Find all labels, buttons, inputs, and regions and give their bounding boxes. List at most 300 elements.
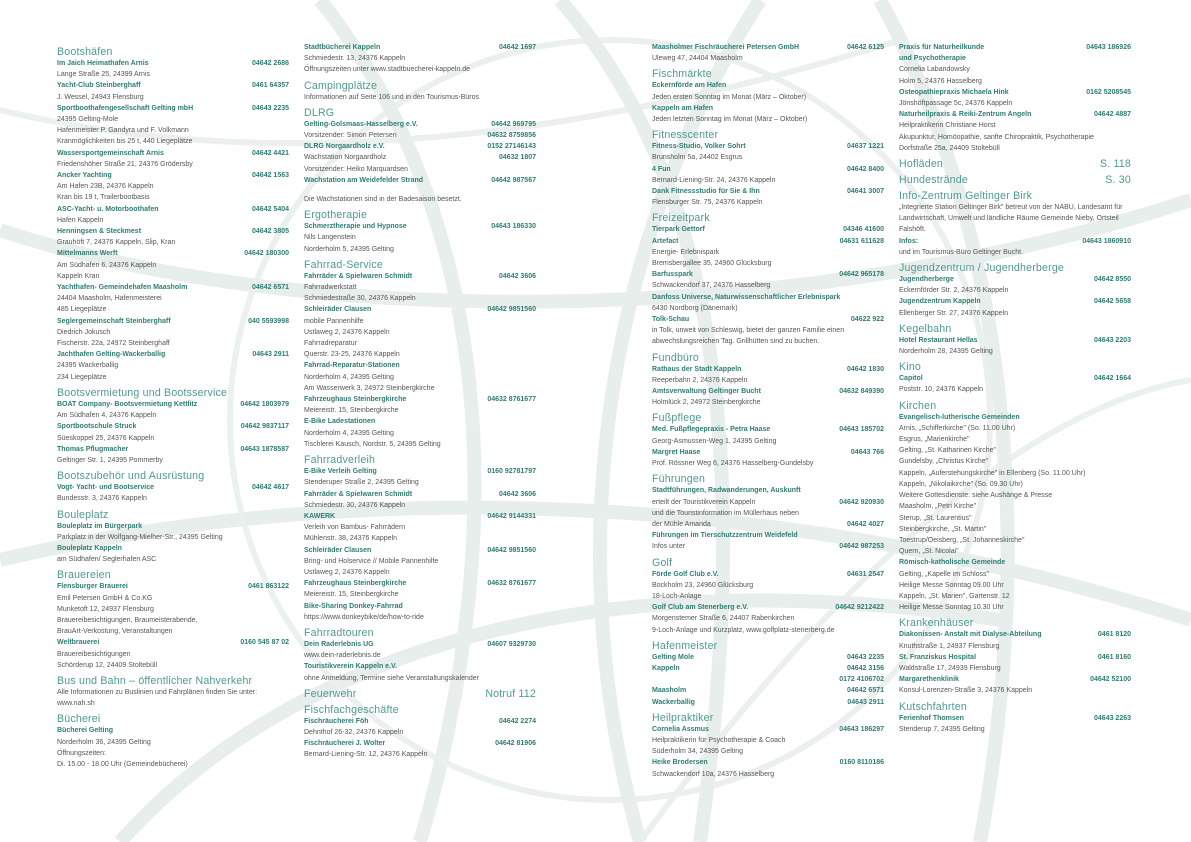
entry-name: Stadtführungen, Radwanderungen, Auskunft	[652, 487, 801, 495]
entry-phone: 04642 8550	[1094, 276, 1131, 284]
entry-line: Hafenmeister P. Gandyra und F. Volkmann	[57, 127, 189, 135]
entry-phone: 04642 9851560	[487, 546, 536, 554]
directory-entry	[652, 497, 884, 508]
entry-line: am Südhafen/ Seglerhafen ASC	[57, 556, 157, 564]
entry-phone: 04642 1697	[499, 44, 536, 51]
section-heading	[57, 509, 289, 521]
directory-section	[304, 107, 536, 205]
section-title: Golf	[652, 556, 673, 569]
entry-header	[652, 236, 884, 247]
section-title: Bus und Bahn – öffentlicher Nahverkehr	[57, 674, 253, 687]
section-title: Brauereien	[57, 569, 111, 582]
entry-line: Vorsitzender: Simon Petersen	[304, 132, 397, 140]
directory-entry	[652, 314, 884, 348]
section-heading	[304, 107, 536, 119]
section-title: Fitnesscenter	[652, 129, 719, 142]
entry-line: Fahrradwerkstatt	[304, 284, 357, 292]
entry-name: Fischräucherei Föh	[304, 717, 369, 725]
directory-entry	[57, 581, 289, 637]
entry-name: Schleiräder Clausen	[304, 546, 372, 554]
entry-name: Weltbrauerei	[57, 639, 100, 647]
entry-header	[57, 581, 289, 592]
entry-header	[652, 685, 884, 696]
entry-name: Fahrrad-Reparatur-Stationen	[304, 362, 400, 370]
section-title: Bootshäfen	[57, 46, 113, 58]
directory-entry	[652, 80, 884, 102]
entry-line: Brunsholm 5a, 24402 Esgrus	[652, 154, 743, 162]
entry-header	[652, 224, 884, 235]
entry-phone	[880, 292, 884, 303]
entry-name: Vogt- Yacht- und Bootservice	[57, 484, 154, 492]
section-heading	[899, 158, 1131, 170]
entry-name: ASC-Yacht- u. Motorboothafen	[57, 205, 159, 213]
entry-header	[57, 482, 289, 493]
entry-line: Am Südhafen 4, 24376 Kappeln	[57, 412, 157, 420]
directory-section	[57, 387, 289, 466]
entry-name: Bouleplatz Kappeln	[57, 544, 122, 552]
directory-section	[57, 46, 289, 383]
entry-header	[304, 141, 536, 152]
entry-line: Norderholm 4, 24395 Gelting	[304, 429, 394, 437]
entry-header	[304, 360, 536, 371]
entry-name: Margarethenklinik	[899, 676, 959, 684]
directory-entry	[304, 42, 536, 76]
directory-section	[304, 80, 536, 103]
entry-header	[899, 53, 1131, 64]
entry-name: Fahrzeughaus Steinbergkirche	[304, 396, 407, 404]
directory-entry	[899, 87, 1131, 109]
entry-header	[899, 109, 1131, 120]
entry-phone: 04642 9837117	[240, 423, 289, 431]
section-heading	[899, 400, 1131, 412]
entry-name: Med. Fußpflegepraxis - Petra Haase	[652, 426, 771, 434]
entry-name: Sportboothafengesellschaft Gelting mbH	[57, 104, 194, 112]
entry-line: Parkplatz in der Wolfgang-Mielher-Str., 24395 Gelting	[57, 533, 223, 541]
entry-name: Fahrräder & Spielwaren Schmidt	[304, 272, 413, 280]
entry-line: Schörderup 12, 24409 Stoltebüll	[57, 661, 158, 669]
entry-line: Kran bis 19 t, Trailerbootbasis	[57, 194, 150, 202]
directory-section	[652, 712, 884, 780]
entry-header	[652, 724, 884, 735]
directory-entry	[304, 466, 536, 488]
entry-name: Wachstation am Weidefelder Strand	[304, 176, 424, 184]
entry-header	[304, 175, 536, 186]
spacer	[304, 186, 536, 194]
entry-phone	[532, 360, 536, 371]
entry-line: Quern, „St. Nicolai"	[899, 548, 959, 556]
entry-phone	[880, 530, 884, 541]
entry-header	[57, 282, 289, 293]
entry-header	[899, 87, 1131, 98]
entry-header	[652, 569, 884, 580]
entry-phone: 04642 920930	[839, 498, 884, 506]
entry-line: Öffnungszeiten:	[57, 749, 106, 757]
entry-phone: 04642 1830	[847, 365, 884, 373]
entry-line: Knuthstraße 1, 24937 Flensburg	[899, 642, 1000, 650]
entry-header	[57, 399, 289, 410]
entry-phone: 04632 8759856	[487, 132, 536, 140]
entry-line: Brauereibesichtigungen	[57, 650, 131, 658]
entry-name: Rathaus der Stadt Kappeln	[652, 365, 742, 373]
directory-entry	[304, 511, 536, 545]
section-title: Bücherei	[57, 713, 101, 726]
entry-name: E-Bike Ladestationen	[304, 418, 376, 426]
section-title: Campingplätze	[304, 79, 378, 92]
directory-section	[899, 42, 1131, 154]
entry-line: Eckernförder Str. 2, 24376 Kappeln	[899, 287, 1009, 295]
entry-name: Cornelia Assmus	[652, 725, 709, 733]
section-title: Feuerwehr	[304, 687, 357, 700]
entry-line: Flensburger Str. 75, 24376 Kappeln	[652, 199, 763, 207]
entry-header	[304, 545, 536, 556]
entry-phone: 04642 8400	[847, 165, 884, 173]
entry-phone: 0162 5208545	[1086, 88, 1131, 96]
directory-entry	[652, 602, 884, 636]
entry-line: Emil Petersen GmbH & Co.KG	[57, 594, 153, 602]
entry-line: Kappeln, „Nikolaikirche" (So. 09.30 Uhr)	[899, 480, 1023, 488]
entry-name: Touristikverein Kappeln e.V.	[304, 663, 397, 671]
entry-phone: 04642 3805	[252, 228, 289, 236]
directory-entry	[304, 92, 536, 103]
entry-line: Gundelsby, „Christus Kirche"	[899, 458, 989, 466]
entry-line: Süeskoppel 25, 24376 Kappeln	[57, 434, 155, 442]
entry-header	[899, 296, 1131, 307]
entry-line: Fahrradreparatur	[304, 340, 357, 348]
entry-phone: 04642 52100	[1090, 676, 1131, 684]
entry-header	[57, 316, 289, 327]
entry-line: Meiereistr. 15, Steinbergkirche	[304, 407, 399, 415]
entry-line: Kappeln, „St. Marien", Gartenstr. 12	[899, 592, 1010, 600]
directory-entry	[652, 141, 884, 163]
entry-phone: 04643 185702	[839, 426, 884, 434]
entry-phone: 04642 4887	[1094, 111, 1131, 119]
entry-phone: 04643 186330	[491, 223, 536, 231]
directory-section	[304, 627, 536, 684]
entry-line: Hafen Kappeln	[57, 216, 104, 224]
entry-phone: 04631 2547	[847, 570, 884, 578]
directory-entry	[304, 304, 536, 360]
entry-phone: 0160 8110186	[839, 759, 884, 767]
entry-line: Di. 15.00 - 18.00 Uhr (Gemeindebücherei)	[57, 760, 188, 768]
entry-line: Bremsbergallee 35, 24960 Glücksburg	[652, 260, 772, 268]
directory-entry	[57, 226, 289, 248]
section-heading	[304, 627, 536, 639]
entry-line: Informationen auf Seite 106 und in den Tourismus-Büros	[304, 93, 479, 101]
entry-line: Toestrup/Oeisberg, „St. Johanneskirche"	[899, 536, 1025, 544]
entry-line: Am Südhafen 6, 24376 Kappeln	[57, 261, 157, 269]
entry-line: Poststr. 10, 24376 Kappeln	[899, 386, 984, 394]
section-heading	[304, 80, 536, 92]
directory-entry	[304, 416, 536, 450]
directory-entry	[899, 557, 1131, 613]
entry-header	[899, 674, 1131, 685]
directory-entry	[57, 521, 289, 543]
entry-name: Fischräucherei J. Wolter	[304, 740, 386, 748]
entry-line: Querstr. 23-25, 24376 Kappeln	[304, 351, 400, 359]
section-heading	[304, 704, 536, 716]
entry-header	[57, 226, 289, 237]
directory-entry	[652, 447, 884, 469]
entry-phone	[532, 601, 536, 612]
directory-section	[652, 640, 884, 708]
entry-line: Süderholm 34, 24395 Gelting	[652, 748, 744, 756]
entry-header	[652, 386, 884, 397]
entry-line: „Integrierte Station Geltinger Birk" betreut von der NABU, Landesamt für Landwirtschaft, Umwelt und ländliche Räume Gemeinde Nieby, Ortsteil Falshöft.	[899, 204, 1123, 234]
directory-entry	[304, 578, 536, 600]
entry-header	[304, 716, 536, 727]
entry-name: Infos:	[899, 237, 919, 245]
section-title: Hofläden	[899, 158, 944, 171]
directory-entry	[652, 652, 884, 663]
section-heading	[304, 454, 536, 466]
entry-phone: 04642 6571	[847, 687, 884, 695]
entry-line: Bernard-Liening-Str. 12, 24376 Kappeln	[304, 751, 428, 759]
entry-name: Tierpark Gettorf	[652, 226, 705, 234]
entry-header	[57, 521, 289, 532]
entry-phone	[285, 521, 289, 532]
entry-line: 6430 Nordborg (Dänemark)	[652, 304, 738, 312]
entry-header	[304, 738, 536, 749]
directory-entry	[652, 424, 884, 446]
directory-entry	[652, 674, 884, 685]
directory-entry	[652, 663, 884, 674]
entry-line: Jeden ersten Sonntag im Monat (März – Oktober)	[652, 93, 807, 101]
entry-line: Konsul-Lorenzen-Straße 3, 24376 Kappeln	[899, 687, 1033, 695]
entry-line: 485 Liegeplätze	[57, 306, 107, 314]
entry-line: Georg-Asmussen-Weg 1, 24395 Gelting	[652, 437, 777, 445]
directory-entry	[57, 248, 289, 282]
directory-section	[652, 42, 884, 64]
entry-name: Margret Haase	[652, 448, 701, 456]
entry-line: Jönshöftpassage 5c, 24376 Kappeln	[899, 100, 1013, 108]
entry-phone	[1127, 53, 1131, 64]
directory-entry	[57, 349, 289, 383]
entry-header	[899, 335, 1131, 346]
entry-line: Norderholm 36, 24395 Gelting	[57, 738, 151, 746]
directory-entry	[304, 141, 536, 175]
directory-entry	[652, 519, 884, 530]
directory-entry	[304, 360, 536, 394]
section-heading	[652, 212, 884, 224]
entry-line: Fischerstr. 22a, 24972 Steinberghaff	[57, 340, 170, 348]
entry-name: Kappeln	[652, 664, 680, 672]
entry-line: Sterup, „St. Laurentius"	[899, 514, 972, 522]
entry-line: Cornelia Labandowsky	[899, 66, 970, 74]
entry-line: Heilige Messe Sonntag 09.00 Uhr	[899, 581, 1004, 589]
entry-phone: 04643 766	[850, 448, 884, 456]
directory-entry	[899, 296, 1131, 318]
section-page-ref: Notruf 112	[485, 687, 536, 700]
entry-name: Golf Club am Stenerberg e.V.	[652, 604, 749, 612]
entry-name: Wackerballig	[652, 698, 695, 706]
column-2	[304, 42, 536, 764]
directory-section	[652, 412, 884, 469]
directory-entry	[304, 661, 536, 683]
entry-name: Schmerztherapie und Hypnose	[304, 223, 407, 231]
entry-name: Fahrzeughaus Steinbergkirche	[304, 580, 407, 588]
entry-name: Diakonissen- Anstalt mit Dialyse-Abteilung	[899, 631, 1042, 639]
entry-name: Gelting-Golsmaas-Hasselberg e.V.	[304, 120, 418, 128]
directory-entry	[304, 221, 536, 255]
entry-name: Sportbootschule Struck	[57, 423, 137, 431]
entry-phone: 04642 1563	[252, 172, 289, 180]
directory-entry	[57, 725, 289, 770]
entry-phone: 0461 863122	[248, 583, 289, 591]
directory-entry	[652, 485, 884, 496]
entry-header	[304, 578, 536, 589]
directory-entry	[57, 316, 289, 350]
directory-section	[899, 190, 1131, 258]
section-title: Bootszubehör und Ausrüstung	[57, 470, 205, 483]
directory-section	[652, 68, 884, 125]
directory-section	[899, 400, 1131, 614]
entry-phone: 04641 3007	[847, 188, 884, 196]
directory-entry	[652, 103, 884, 125]
entry-phone: 04642 5658	[1094, 298, 1131, 306]
directory-entry	[899, 109, 1131, 154]
entry-name: Flensburger Brauerei	[57, 583, 128, 591]
entry-header	[57, 103, 289, 114]
entry-line: Lange Straße 25, 24399 Arnis	[57, 71, 151, 79]
entry-name: Naturheilpraxis & Reiki-Zentrum Angeln	[899, 111, 1032, 119]
entry-phone: 04642 81906	[495, 740, 536, 748]
entry-name: Wassersportgemeinschaft Arnis	[57, 149, 164, 157]
entry-line: Dorfstraße 25a, 24409 Stoltebüll	[899, 144, 1000, 152]
directory-section	[899, 701, 1131, 735]
entry-line: Esgrus, „Marienkirche"	[899, 436, 970, 444]
entry-header	[899, 274, 1131, 285]
directory-entry	[652, 224, 884, 235]
directory-entry	[652, 292, 884, 314]
entry-phone: 04642 5404	[252, 205, 289, 213]
directory-section	[57, 675, 289, 709]
entry-name: Stadtbücherei Kappeln	[304, 44, 381, 51]
entry-phone	[532, 416, 536, 427]
directory-entry	[899, 713, 1131, 735]
section-heading	[304, 688, 536, 700]
directory-entry	[57, 687, 289, 709]
directory-entry	[57, 58, 289, 80]
entry-header	[652, 663, 884, 674]
entry-line: J. Wessel, 24943 Flensburg	[57, 93, 144, 101]
directory-entry	[304, 271, 536, 305]
entry-header	[304, 489, 536, 500]
entry-phone: 04643 2203	[1094, 336, 1131, 344]
entry-line: Die Wachstationen sind in der Badesaison besetzt.	[304, 196, 462, 204]
entry-line: Weitere Gottesdienste: siehe Aushänge & Presse	[899, 492, 1053, 500]
entry-name: Barfusspark	[652, 271, 693, 279]
directory-entry	[57, 637, 289, 671]
entry-line: Holm 5, 24376 Hasselberg	[899, 77, 982, 85]
entry-phone: 04643 186297	[839, 725, 884, 733]
entry-line: Gelting, „St. Katharinen Kirche"	[899, 447, 997, 455]
entry-phone	[532, 661, 536, 672]
entry-line: Schwackendorf 37, 24376 Hasselberg	[652, 282, 771, 290]
entry-line: in Tolk, unweit von Schleswig, bietet der ganzen Familie einen	[652, 327, 845, 335]
entry-phone: 0160 92781797	[487, 468, 536, 476]
directory-section	[304, 704, 536, 761]
entry-header	[652, 186, 884, 197]
entry-name: Ancker Yachting	[57, 172, 112, 180]
section-heading	[899, 617, 1131, 629]
entry-header	[304, 511, 536, 522]
entry-line: 24395 Gelting-Mole	[57, 116, 119, 124]
entry-phone: 04632 8761677	[487, 396, 536, 404]
entry-name: Fahrräder & Spielwaren Schmidt	[304, 490, 413, 498]
entry-line: Ustlaweg 2, 24376 Kappeln	[304, 568, 390, 576]
entry-header	[304, 119, 536, 130]
entry-header	[899, 652, 1131, 663]
column-1	[57, 42, 289, 773]
directory-entry	[304, 639, 536, 661]
section-title: Krankenhäuser	[899, 617, 974, 630]
entry-name: Seglergemeinschaft Steinberghaff	[57, 317, 171, 325]
entry-phone: 04346 41600	[843, 226, 884, 234]
entry-line: Heilige Messe Sonntag 10.30 Uhr	[899, 604, 1004, 612]
entry-name: Danfoss Universe, Naturwissenschaftlicher Erlebnispark	[652, 293, 841, 301]
section-title: Kegelbahn	[899, 322, 952, 335]
entry-header	[652, 530, 884, 541]
directory-entry	[652, 697, 884, 708]
section-title: Kirchen	[899, 399, 937, 412]
entry-header	[899, 412, 1131, 423]
directory-section	[57, 713, 289, 770]
column-3	[652, 42, 884, 783]
entry-name: St. Franziskus Hospital	[899, 653, 977, 661]
section-heading	[652, 352, 884, 364]
directory-entry	[304, 601, 536, 623]
entry-phone: 0160 545 87 02	[240, 639, 289, 647]
entry-header	[304, 601, 536, 612]
entry-phone	[1127, 557, 1131, 568]
directory-section	[652, 352, 884, 409]
entry-phone: 04637 1221	[847, 143, 884, 151]
entry-header	[652, 424, 884, 435]
entry-line: Meiereistr. 15, Steinbergkirche	[304, 591, 399, 599]
directory-entry	[57, 204, 289, 226]
directory-entry	[652, 269, 884, 291]
directory-entry	[57, 421, 289, 443]
directory-entry	[652, 386, 884, 408]
entry-line: Holmlück 2, 24972 Steinbergkirche	[652, 399, 761, 407]
section-title: Kutschfahrten	[899, 700, 967, 713]
directory-entry	[304, 489, 536, 511]
entry-line: Schwackendorf 10a, 24376 Hasselberg	[652, 770, 775, 778]
entry-header	[652, 103, 884, 114]
directory-section	[57, 569, 289, 671]
entry-header	[57, 204, 289, 215]
entry-header	[57, 543, 289, 554]
directory-entry	[304, 175, 536, 186]
directory-entry	[652, 569, 884, 603]
entry-name: Fitness-Studio, Volker Sohrt	[652, 143, 746, 151]
entry-line: Akupunktur, Homöopathie, sanfte Chiropraktik, Psychotherapie	[899, 133, 1094, 141]
directory-entry	[304, 186, 536, 205]
directory-entry	[899, 412, 1131, 558]
section-title: Hundestrände	[899, 174, 968, 187]
entry-name: Osteopathiepraxis Michaela Hink	[899, 88, 1009, 96]
entry-line: Stenderup 7, 24395 Gelting	[899, 725, 985, 733]
directory-section	[899, 262, 1131, 319]
directory-section	[899, 617, 1131, 696]
entry-line: Schmiedestr. 30, 24376 Kappeln	[304, 501, 406, 509]
directory-section	[304, 42, 536, 76]
directory-entry	[899, 674, 1131, 696]
entry-line: Bockholm 23, 24960 Glücksburg	[652, 581, 754, 589]
entry-header	[652, 314, 884, 325]
entry-name: Artefact	[652, 237, 679, 245]
entry-name: DLRG Norgaardholz e.V.	[304, 143, 385, 151]
